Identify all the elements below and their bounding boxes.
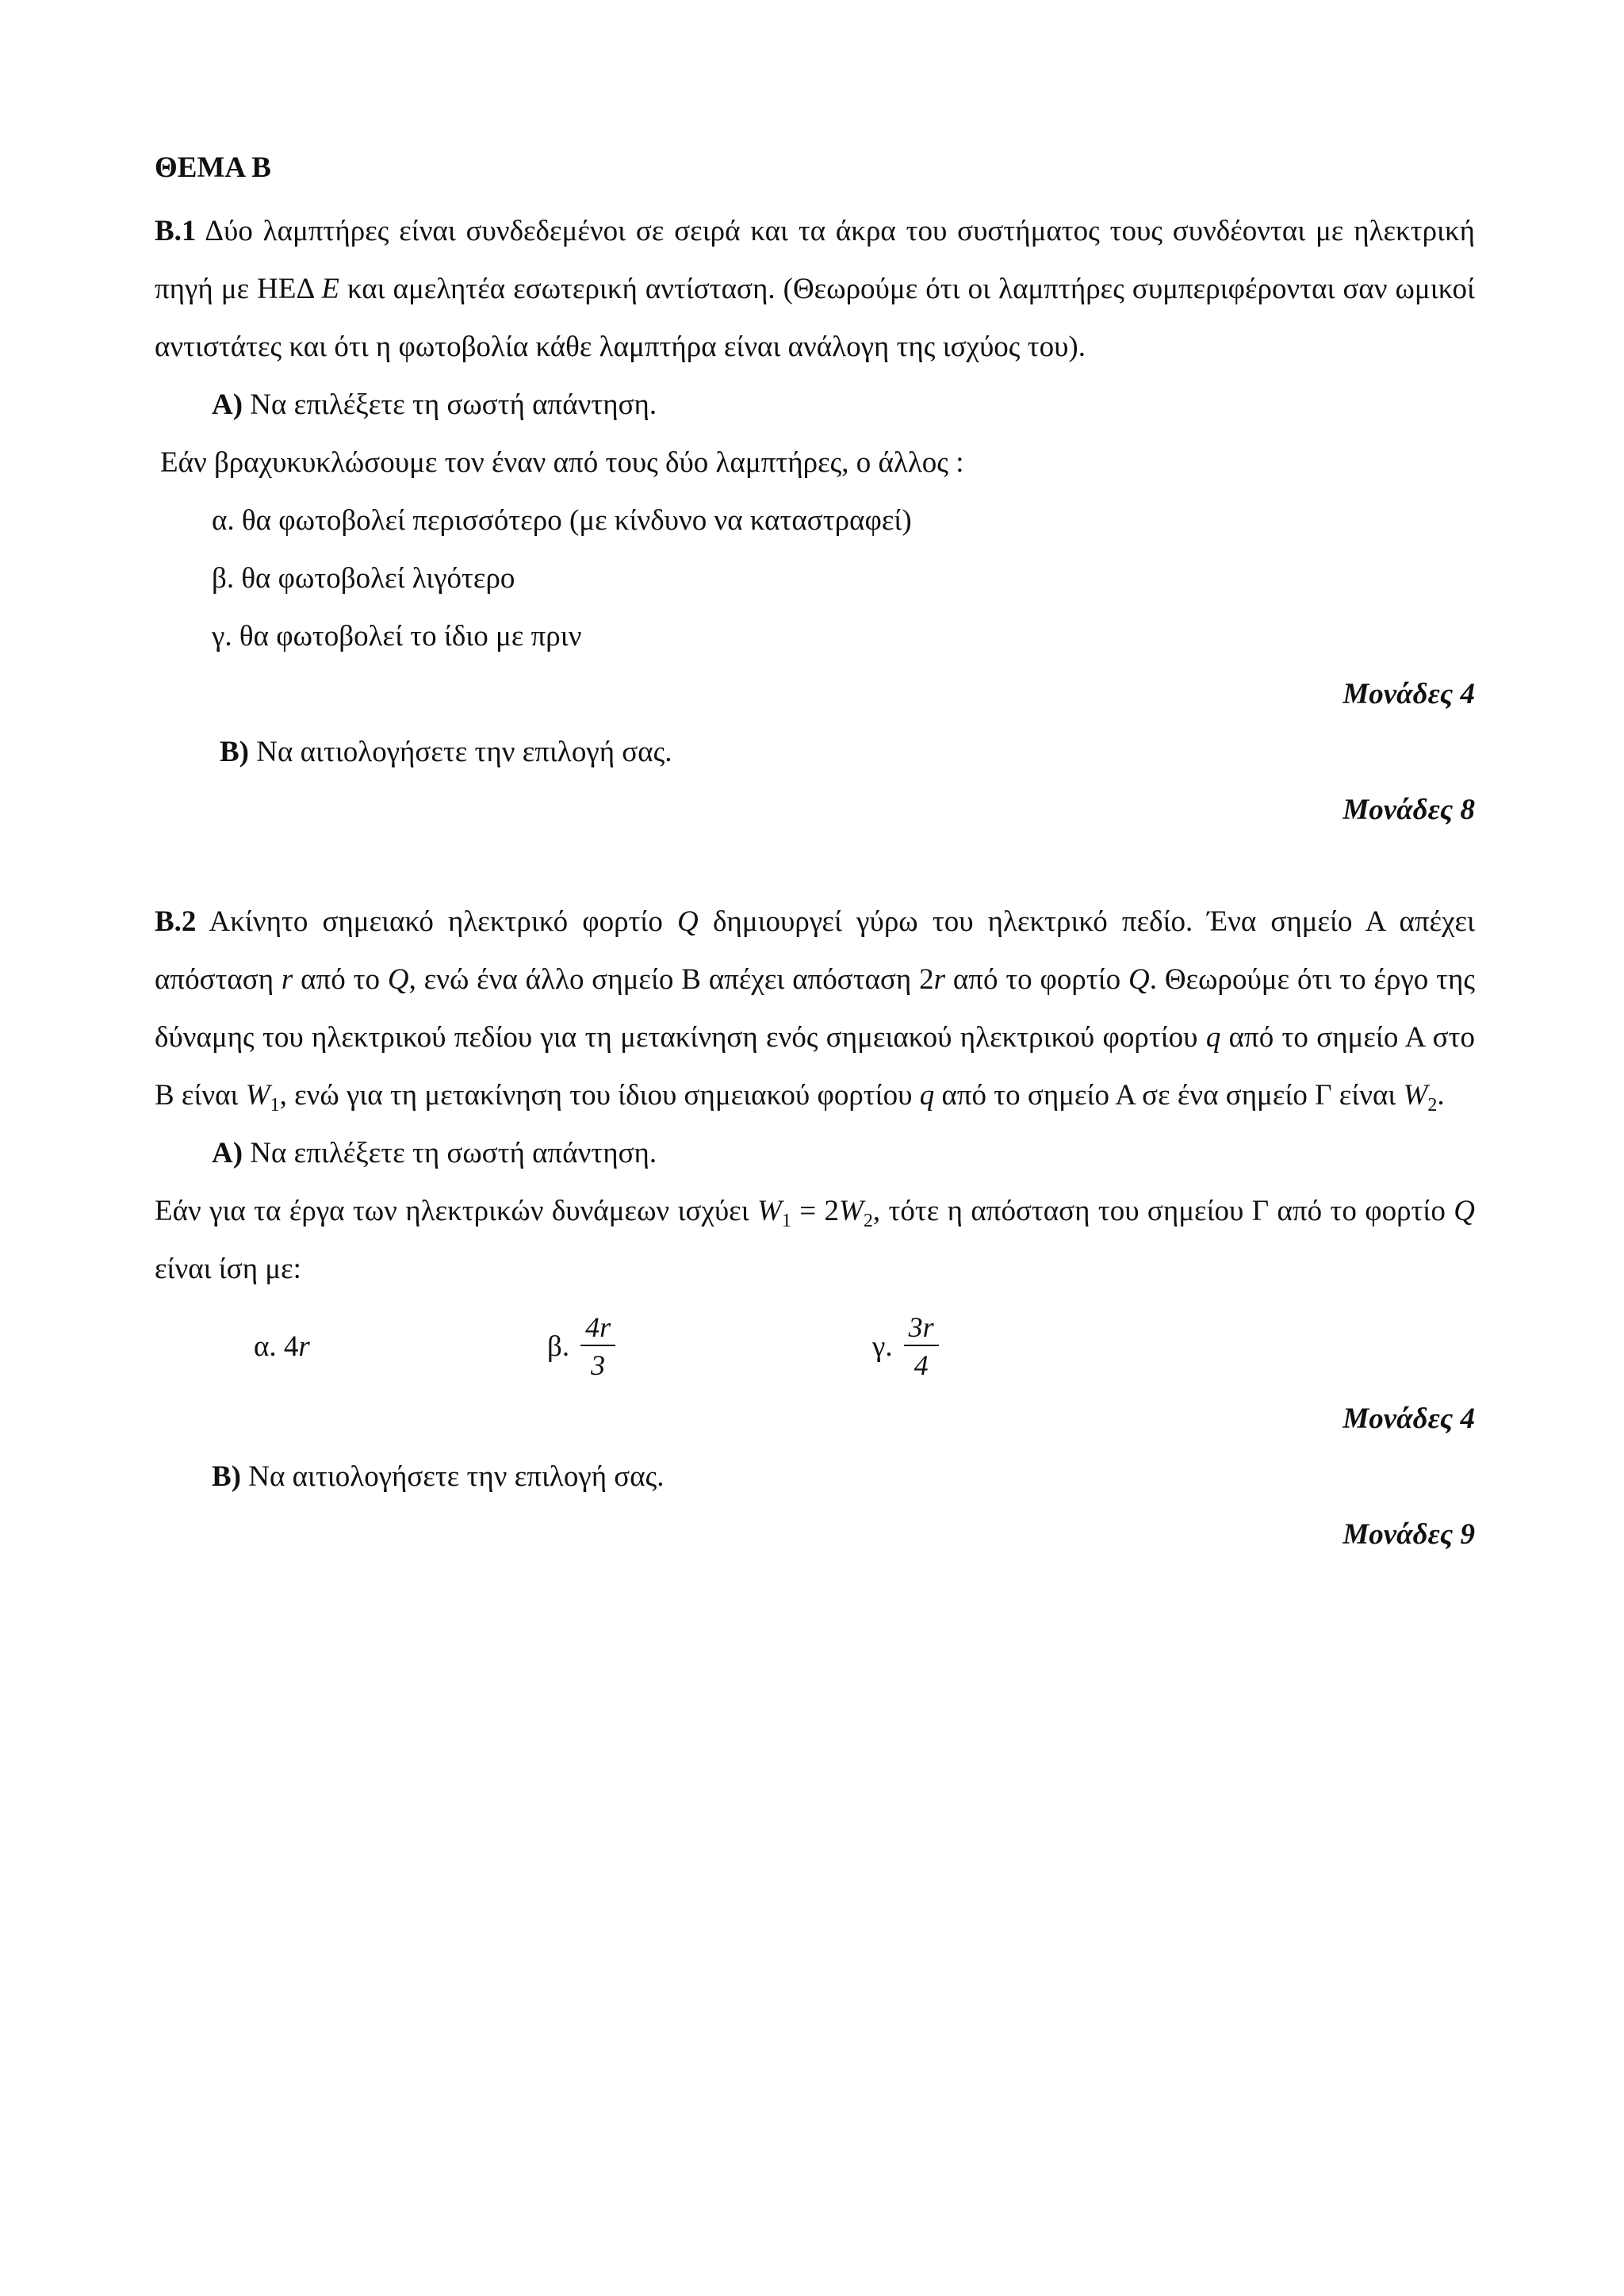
b1-task-b (155, 723, 1475, 781)
distance-symbol: r (281, 963, 293, 996)
b2-marks-a: Μονάδες 4 (1342, 1402, 1475, 1435)
work-symbol: W (839, 1195, 864, 1227)
b1-intro-text-1: Δύο λαμπτήρες είναι συνδεδεμένοι σε σειρά και τα άκρα του συστήματος τους συνδέονται με ηλεκτρική πηγή με ΗΕΔ (155, 215, 1475, 305)
b2-option-a (254, 1303, 310, 1390)
b2-text-2: δημιουργεί γύρω του ηλεκτρικό πεδίο. Ένα σημείο Α απέχει απόσταση (155, 905, 1475, 996)
b1-question: Εάν βραχυκυκλώσουμε τον έναν από τους δύο λαμπτήρες, ο άλλος : (160, 446, 964, 479)
b2-label: Β.2 (155, 905, 197, 938)
charge-symbol: Q (677, 905, 699, 938)
b2-text-1: Ακίνητο σημειακό ηλεκτρικό φορτίο (196, 905, 678, 938)
b1-task-a (155, 376, 1475, 434)
work-symbol: W (245, 1079, 270, 1112)
b2-option-c-prefix: γ. (872, 1330, 893, 1363)
b1-task-b-text: Να αιτιολογήσετε την επιλογή σας. (249, 736, 672, 768)
fraction-denominator: 3 (591, 1349, 606, 1381)
work-subscript-2: 2 (1427, 1095, 1438, 1115)
b2-intro (155, 893, 1475, 1124)
b2-text-10: . (1437, 1079, 1445, 1112)
b2-task-b (155, 1448, 1475, 1506)
b2-cond-text-3: , τότε η απόσταση του σημείου Γ από το φορτίο (872, 1195, 1454, 1227)
b1-label: Β.1 (155, 215, 197, 247)
b1-intro-text-2: και αμελητέα εσωτερική αντίσταση. (Θεωρούμε ότι οι λαμπτήρες συμπεριφέρονται σαν ωμικοί αντιστάτες και ότι η φωτοβολία κάθε λαμπτήρα είναι ανάλογη της ισχύος του). (155, 273, 1475, 363)
test-charge-symbol: q (919, 1079, 935, 1112)
fraction-numerator: 3r (904, 1310, 939, 1346)
work-subscript-2: 2 (863, 1211, 873, 1231)
b2-answer-options (155, 1303, 1475, 1390)
b2-text-3: από το (293, 963, 388, 996)
work-symbol: W (757, 1195, 782, 1227)
b1-option-c: γ. θα φωτοβολεί το ίδιο με πριν (212, 620, 582, 652)
b1-task-b-label: Β) (220, 736, 249, 768)
b2-text-5: από το φορτίο (945, 963, 1129, 996)
b2-cond-text-4: είναι ίση με: (155, 1253, 301, 1285)
section-gap (155, 839, 1475, 893)
b2-cond-text-1: Εάν για τα έργα των ηλεκτρικών δυνάμεων ισχύει (155, 1195, 758, 1227)
work-subscript-1: 1 (270, 1095, 280, 1115)
fraction-3r-over-4 (904, 1310, 939, 1383)
b2-condition (155, 1182, 1475, 1298)
section-title: ΘΕΜΑ Β (155, 151, 271, 184)
b1-option-b: β. θα φωτοβολεί λιγότερο (212, 562, 515, 595)
b2-task-a-label: Α) (212, 1137, 243, 1169)
b2-task-b-label: Β) (212, 1460, 241, 1493)
b2-text-9: από το σημείο Α σε ένα σημείο Γ είναι (934, 1079, 1404, 1112)
charge-symbol: Q (1128, 963, 1150, 996)
b1-marks-a: Μονάδες 4 (1342, 678, 1475, 710)
b2-option-a-var: r (298, 1330, 310, 1363)
b2-option-b (547, 1303, 615, 1390)
b1-option-a: α. θα φωτοβολεί περισσότερο (με κίνδυνο να καταστραφεί) (212, 504, 912, 537)
b2-option-b-prefix: β. (547, 1330, 570, 1363)
b1-task-a-text: Να επιλέξετε τη σωστή απάντηση. (243, 388, 657, 421)
b2-text-6: . Θεωρούμε ότι το έργο της δύναμης του ηλεκτρικού πεδίου για τη μετακίνηση ενός σημειακού ηλεκτρικού φορτίου (155, 963, 1476, 1054)
work-subscript-1: 1 (781, 1211, 791, 1231)
b2-task-a-text: Να επιλέξετε τη σωστή απάντηση. (243, 1137, 657, 1169)
b2-text-8: , ενώ για τη μετακίνηση του ίδιου σημειακού φορτίου (279, 1079, 920, 1112)
b2-task-a (155, 1124, 1475, 1182)
b2-text-7: από το σημείο Α στο Β είναι (155, 1021, 1475, 1112)
b2-cond-text-2: = 2 (791, 1195, 840, 1227)
b1-marks-b: Μονάδες 8 (1342, 794, 1475, 826)
exam-content (155, 147, 1475, 1563)
emf-symbol: Ε (321, 273, 339, 305)
work-symbol: W (1403, 1079, 1428, 1112)
b2-text-4: , ενώ ένα άλλο σημείο Β απέχει απόσταση 2 (408, 963, 934, 996)
test-charge-symbol: q (1205, 1021, 1221, 1054)
b2-marks-b: Μονάδες 9 (1342, 1518, 1475, 1551)
b1-task-a-label: Α) (212, 388, 243, 421)
b2-task-b-text: Να αιτιολογήσετε την επιλογή σας. (241, 1460, 665, 1493)
charge-symbol: Q (1454, 1195, 1475, 1227)
fraction-numerator: 4r (580, 1310, 615, 1346)
b2-option-c (872, 1303, 939, 1390)
b2-option-a-prefix: α. 4 (254, 1330, 299, 1363)
charge-symbol: Q (387, 963, 409, 996)
fraction-4r-over-3 (580, 1310, 615, 1383)
fraction-denominator: 4 (914, 1349, 929, 1381)
distance-symbol: r (933, 963, 946, 996)
b1-intro (155, 202, 1475, 376)
